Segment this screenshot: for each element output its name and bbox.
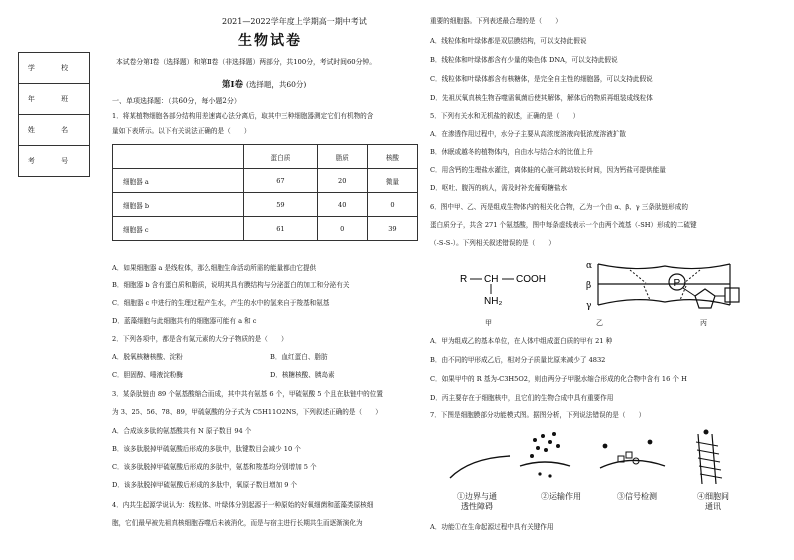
q7-stem: 7．下图是细胞膜部分功能模式图。据图分析，下列说法错误的是（ ） (430, 411, 646, 419)
q6-option-c: C．如果甲中的 R 基为-C3H5O2，则由两分子甲脱水缩合形成的化合物中含有 16 个 H (430, 375, 687, 383)
alpha-label: α (586, 261, 593, 271)
beta-label: β (586, 281, 592, 291)
q1-option-a: A．如果细胞器 a 是线粒体，那么细胞生命活动所需的能量都由它提供 (112, 264, 317, 272)
q2-option-a: A．脱氧核糖核酸、淀粉 (112, 353, 183, 361)
q1-option-c: C．细胞器 c 中进行的生理过程产生水，产生的水中的氢来自于羧基和氨基 (112, 299, 330, 307)
q6-stem-line3: （-S-S-）。下列相关叙述错误的是（ ） (430, 239, 555, 247)
table-cell: 59 (244, 193, 317, 217)
pentose-pentagon (695, 289, 715, 308)
q1-option-b: B．细胞器 b 含有蛋白质和脂质，说明其具有膜结构与分泌蛋白的加工和分泌有关 (112, 281, 350, 289)
table-cell: 细胞器 b (113, 193, 244, 217)
q1-option-d: D．蓝藻细胞与此细胞共有的细胞器可能有 a 和 c (112, 317, 257, 325)
q3-option-c: C．该多肽脱掉甲硫氨酸后形成的多肽中，氨基和羧基均分别增加 5 个 (112, 463, 317, 471)
table-cell: 39 (367, 217, 417, 241)
formula-cooh: COOH (516, 274, 546, 285)
q7-caption-3: ③信号检测 (617, 492, 657, 501)
table-header-row (113, 145, 418, 169)
q1-stem-line1: 1．将某植物细胞各部分结构用差速离心法分离后，取其中三种细胞器测定它们有机物的含 (112, 112, 374, 120)
figure-label-bing: 丙 (700, 319, 707, 327)
boundary-curve (450, 456, 510, 478)
q4-stem-line1: 4．内共生起源学说认为：线粒体、叶绿体分别起源于一种原始的好氧细菌和蓝藻类原核细 (112, 501, 374, 509)
q2-stem: 2．下列各项中，都是含有氮元素的大分子物质的是（ ） (112, 335, 288, 343)
q6-stem-line2: 蛋白质分子，共含 271 个氨基酸，图中每条虚线表示一个由两个巯基（-SH）形成的二硫键 (430, 221, 697, 229)
table-cell: 0 (367, 193, 417, 217)
q4-option-d: D．先祖厌氧真核生物吞噬需氧菌后使其解体，解体后的物质再组装成线粒体 (430, 94, 653, 102)
figure-label-yi: 乙 (596, 319, 603, 327)
table-cell: 40 (317, 193, 367, 217)
formula-nh2: NH₂ (484, 296, 503, 307)
cell-communication (696, 430, 722, 485)
q4-option-c: C．线粒体和叶绿体都含有核糖体，是完全自主性的细胞器，可以支持此假说 (430, 75, 653, 83)
q4-stem-line2: 胞，它们最早被先祖真核细胞吞噬后未被消化，而是与宿主进行长期共生而逐渐演化为 (112, 519, 363, 527)
q4-option-b: B．线粒体和叶绿体都含有少量的染色体 DNA，可以支持此假说 (430, 56, 618, 64)
table-row (113, 169, 418, 193)
exam-number-label: 考 号 (19, 146, 90, 177)
q4-option-a: A．线粒体和叶绿体都是双层膜结构，可以支持此假说 (430, 37, 587, 45)
gamma-label: γ (586, 301, 592, 311)
table-row (113, 217, 418, 241)
q6-option-b: B．由不同的甲形成乙后，相对分子质量比原来减少了 4832 (430, 356, 606, 364)
table-cell: 细胞器 c (113, 217, 244, 241)
instructions: 本试卷分第Ⅰ卷（选择题）和第Ⅱ卷（非选择题）两部分，共100分，考试时间60分钟。 (116, 58, 377, 66)
part1-title: 第Ⅰ卷 (选择题，共60分) (222, 80, 307, 90)
table-cell: 微量 (367, 169, 417, 193)
table-cell: 20 (317, 169, 367, 193)
q1-stem-line2: 量如下表所示。以下有关说法正确的是（ ） (112, 127, 251, 135)
q7-caption-4: ④细胞间 通讯 (697, 492, 729, 511)
table-cell: 细胞器 a (113, 169, 244, 193)
formula-ch: CH (484, 274, 499, 285)
table-row (113, 193, 418, 217)
signal-receptor (618, 452, 639, 464)
q6-stem-line1: 6．图中甲、乙、丙是组成生物体内的相关化合物，乙为一个由 α、β、γ 三条肽链形成的 (430, 203, 688, 211)
table-cell: 61 (244, 217, 317, 241)
q6-option-d: D．丙主要存在于细胞核中，且它们的生物合成中具有重要作用 (430, 394, 614, 402)
q3-option-d: D．该多肽脱掉甲硫氨酸后形成的多肽中，氧原子数目增加 9 个 (112, 481, 298, 489)
q3-option-a: A．合成该多肽的氨基酸共有 N 原子数目 94 个 (112, 427, 252, 435)
q3-option-b: B．该多肽脱掉甲硫氨酸后形成的多肽中，肽键数目会减少 10 个 (112, 445, 301, 453)
table-header-cell: 蛋白质 (244, 145, 317, 169)
q5-option-a: A．在渗透作用过程中，水分子主要从高浓度溶液向低浓度溶液扩散 (430, 130, 626, 138)
base-square (725, 288, 739, 302)
q5-option-c: C．用含钙的生理盐水灌注，离体蛙的心脏可跳动较长时间，因为钙盐可提供能量 (430, 166, 666, 174)
q2-option-d: D．核糖核酸、胰岛素 (270, 371, 335, 379)
organelle-table (112, 144, 418, 241)
q2-option-c: C．胆固醇、唾液淀粉酶 (112, 371, 183, 379)
student-info-table (18, 52, 90, 177)
exam-title: 2021—2022学年度上学期高一期中考试 (222, 17, 367, 26)
q2-option-b: B．血红蛋白、脂肪 (270, 353, 328, 361)
transport-dots (530, 432, 560, 478)
q6-option-a: A．甲为组成乙的基本单位，在人体中组成蛋白质的甲有 21 种 (430, 337, 613, 345)
q7-membrane-figure (440, 428, 780, 490)
table-cell: 67 (244, 169, 317, 193)
q5-option-d: D．呕吐、腹泻的病人，需及时补充葡萄糖盐水 (430, 184, 568, 192)
q3-stem-line1: 3．某条肽链由 89 个氨基酸缩合而成，其中共有氨基 6 个，甲硫氨酸 5 个且在肽链中的位置 (112, 390, 383, 398)
q4-stem-line3: 重要的细胞器。下列表述最合理的是（ ） (430, 17, 562, 25)
table-cell: 0 (317, 217, 367, 241)
name-label: 姓 名 (19, 115, 90, 146)
nucleotide-figure (665, 270, 765, 320)
table-header-cell (113, 145, 244, 169)
part1-note: (选择题，共60分) (245, 80, 307, 89)
q7-caption-1: ①边界与通 透性障碍 (457, 492, 497, 511)
q3-stem-line2: 为 3、25、56、78、89，甲硫氨酸的分子式为 C5H11O2NS，下列叙述正确的是（ ） (112, 408, 382, 416)
amino-acid-structure (460, 274, 546, 307)
q5-option-b: B．休眠或越冬的植物体内，自由水与结合水的比值上升 (430, 148, 594, 156)
subject-title: 生物试卷 (238, 33, 302, 49)
formula-r: R (460, 274, 468, 285)
q7-option-a: A．功能①在生命起源过程中具有关键作用 (430, 523, 554, 531)
section-heading: 一、单项选择题：（共60分，每小题2分） (112, 97, 241, 105)
q7-caption-2: ②运输作用 (541, 492, 581, 501)
school-label: 学 校 (19, 53, 90, 84)
phosphate-label: P (673, 278, 681, 289)
q5-stem: 5．下列有关水和无机盐的叙述，正确的是（ ） (430, 112, 580, 120)
figure-label-jia: 甲 (485, 319, 492, 327)
table-header-cell: 核酸 (367, 145, 417, 169)
table-header-cell: 脂质 (317, 145, 367, 169)
class-label: 年 班 (19, 84, 90, 115)
